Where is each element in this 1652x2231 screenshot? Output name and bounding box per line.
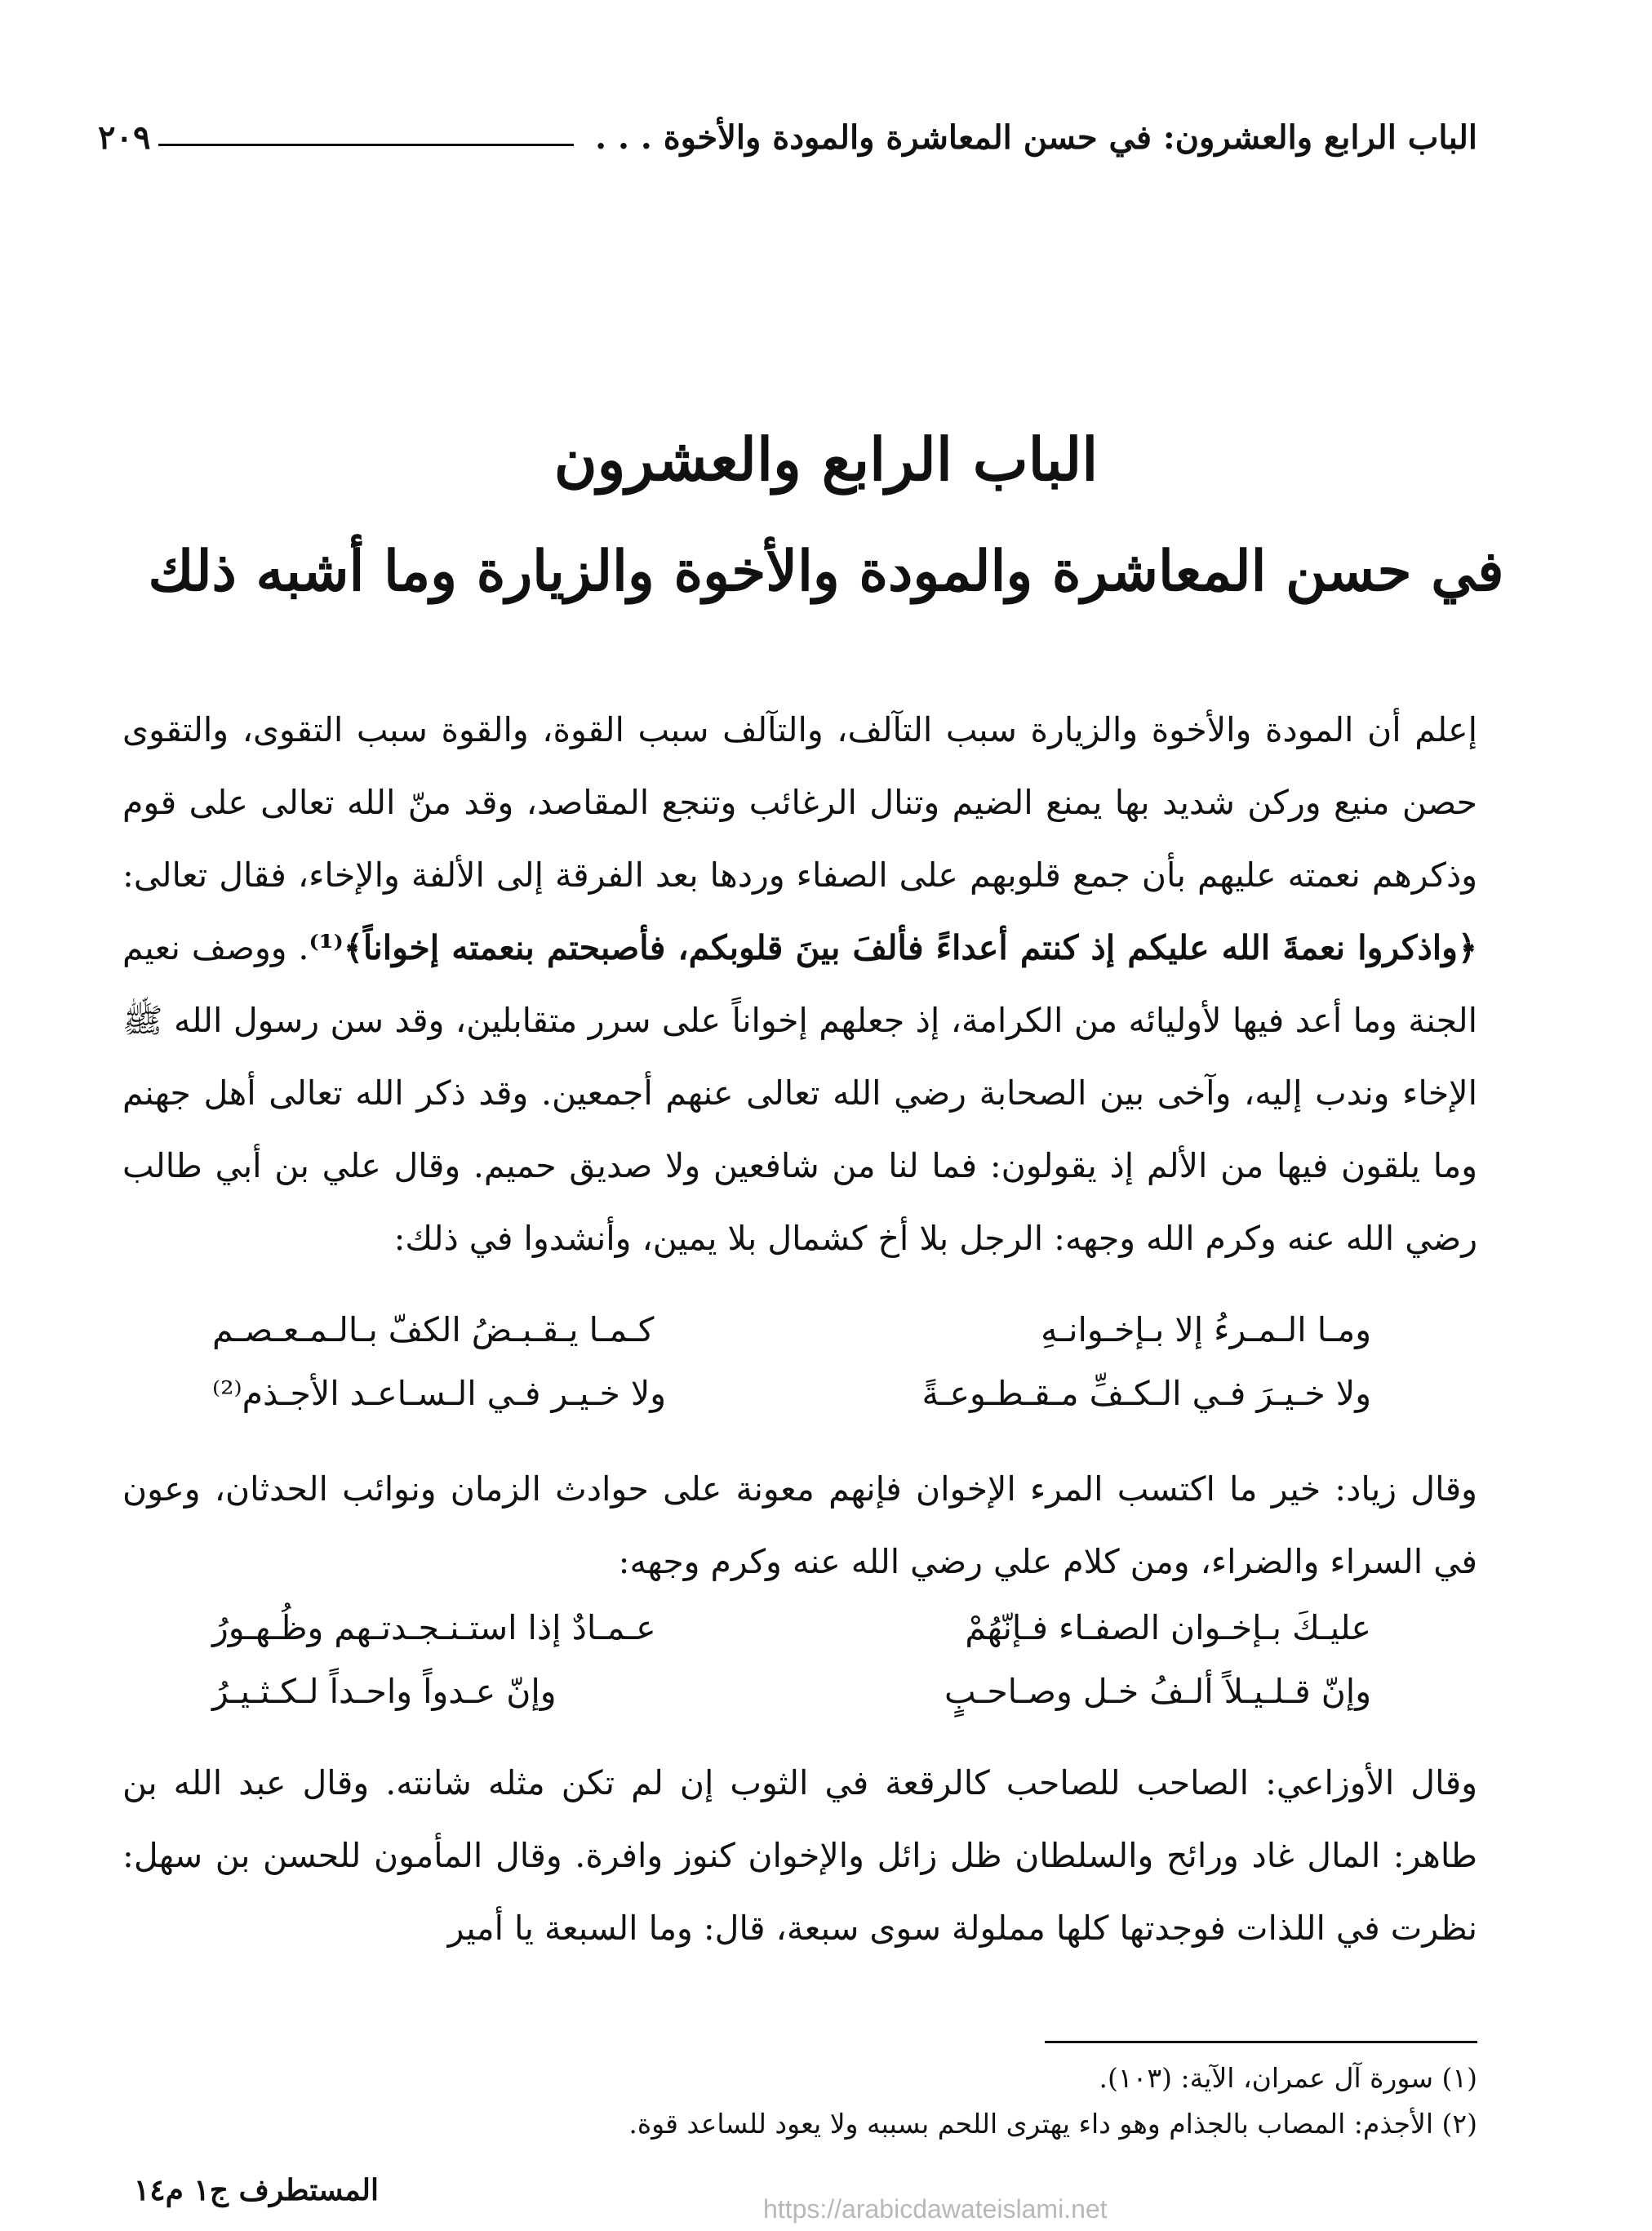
chapter-title: الباب الرابع والعشرون — [553, 424, 1099, 494]
poem-block-1 — [212, 1298, 1371, 1425]
paragraph-awzai: وقال الأوزاعي: الصاحب للصاحب كالرقعة في الثوب إن لم تكن مثله شانته. وقال عبد الله بن طاهر: المال غاد ورائح والسلطان ظل زائل والإخوان كنوز وافرة. وقال المأمون للحسن بن سهل: نظرت في اللذات فوجدتها كلها مملولة سوى سبعة، قال: وما السبعة يا أمير — [122, 1763, 1477, 1948]
watermark-url: https://arabicdawateislami.net — [763, 2194, 1108, 2224]
running-title: الباب الرابع والعشرون: في حسن المعاشرة والمودة والأخوة . . . — [595, 118, 1477, 157]
paragraph-ziyad: وقال زياد: خير ما اكتسب المرء الإخوان فإنهم معونة على حوادث الزمان ونوائب الحدثان، وعون في السراء والضراء، ومن كلام علي رضي الله عنه وكرم وجهه: — [122, 1469, 1477, 1581]
verse-first-hemistich: وإنّ قـلـيـلاً ألـفُ خـل وصـاحـبٍ — [944, 1672, 1371, 1711]
verse-line — [212, 1362, 1371, 1425]
quran-quote: ﴿واذكروا نعمةَ الله عليكم إذ كنتم أعداءً فألفَ بينَ قلوبكم، فأصبحتم بنعمته إخواناً﴾⁽¹⁾ — [309, 928, 1477, 967]
footnotes — [326, 2055, 1477, 2147]
book-signature: المستطرف ج١ م١٤ — [133, 2173, 379, 2207]
verse-line — [212, 1596, 1371, 1660]
verse-line — [212, 1660, 1371, 1723]
verse-second-hemistich: ولا خـيـر فـي الـسـاعـد الأجـذم⁽²⁾ — [212, 1374, 667, 1413]
footnote: (١) سورة آل عمران، الآية: (١٠٣). — [1099, 2062, 1477, 2094]
verse-second-hemistich: وإنّ عـدواً واحـداً لـكـثـيـرُ — [212, 1672, 557, 1711]
verse-first-hemistich: ومـا الـمـرءُ إلا بـإخـوانـهِ — [1041, 1310, 1371, 1349]
verse-second-hemistich: عـمـادٌ إذا استـنـجـدتـهم وظُـهـورُ — [212, 1608, 656, 1647]
page-number: ٢٠٩ — [98, 118, 151, 157]
paragraph-text: . ووصف نعيم الجنة وما أعد فيها لأوليائه من الكرامة، إذ جعلهم إخواناً على سرر متقابلين، وقد سن رسول الله ﷺ الإخاء وندب إليه، وآخى بين الصحابة رضي الله تعالى عنهم أجمعين. وقد ذكر الله تعالى أهل جهنم وما يلقون فيها من الألم إذ يقولون: فما لنا من شافعين ولا صديق حميم. وقال علي بن أبي طالب رضي الله عنه وكرم الله وجهه: الرجل بلا أخ كشمال بلا يمين، وأنشدوا في ذلك: — [122, 928, 1477, 1258]
verse-second-hemistich: كـمـا يـقـبـضُ الكفّ بـالـمـعـصـم — [212, 1310, 655, 1349]
running-header — [98, 104, 1477, 170]
paragraph-intro — [122, 694, 1477, 1275]
verse-first-hemistich: عليـكَ بـإخـوان الصفـاء فـإنّهُمْ — [965, 1608, 1371, 1647]
chapter-subtitle: في حسن المعاشرة والمودة والأخوة والزيارة وما أشبه ذلك — [148, 539, 1504, 604]
verse-line — [212, 1298, 1371, 1362]
footnote: (٢) الأجذم: المصاب بالجذام وهو داء يهترى اللحم بسببه ولا يعود للساعد قوة. — [628, 2108, 1477, 2140]
paragraph-text: إعلم أن المودة والأخوة والزيارة سبب التآلف، والتآلف سبب القوة، والقوة سبب التقوى، والتقوى حصن منيع وركن شديد بها يمنع الضيم وتنال الرغائب وتنجع المقاصد، وقد منّ الله تعالى على قوم وذكرهم نعمته عليهم بأن جمع قلوبهم على الصفاء وردها بعد الفرقة إلى الألفة والإخاء، فقال تعالى: — [122, 710, 1477, 895]
poem-block-2 — [212, 1596, 1371, 1723]
footnote-rule — [1045, 2041, 1477, 2043]
verse-first-hemistich: ولا خـيـرَ فـي الـكـفِّ مـقـطـوعـةً — [921, 1374, 1371, 1413]
header-rule — [158, 144, 574, 146]
